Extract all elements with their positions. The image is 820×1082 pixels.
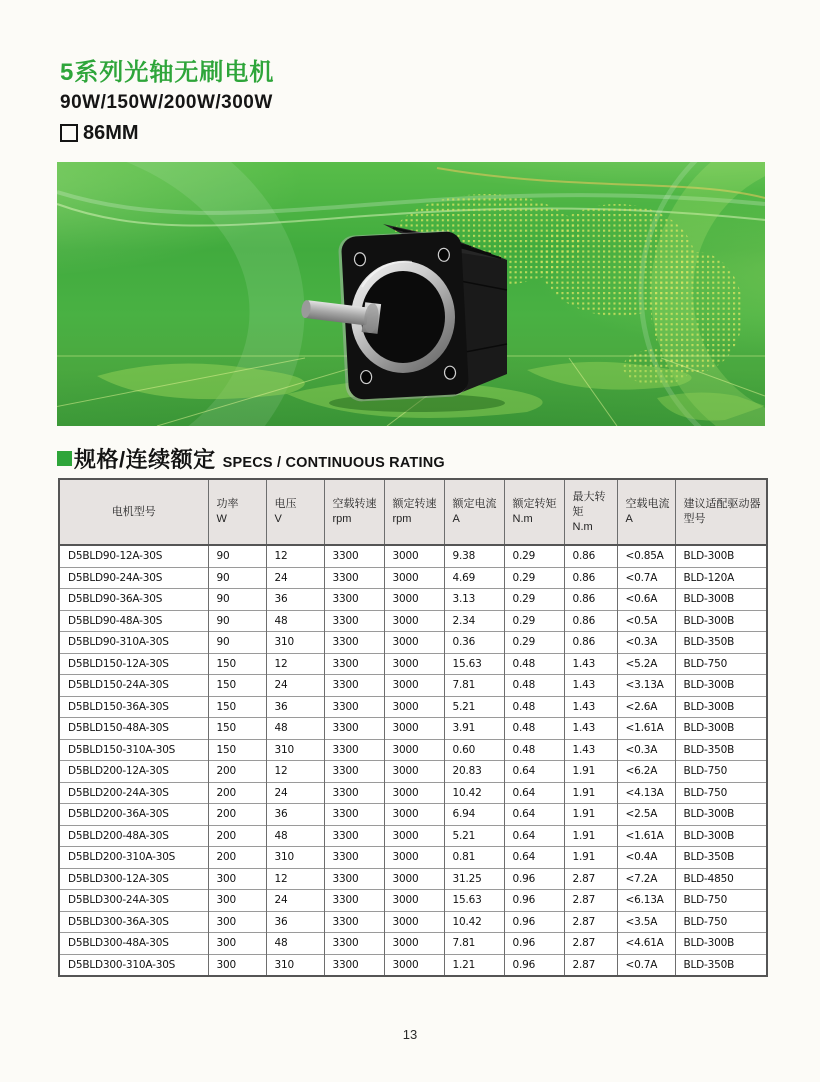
motor-image: [300, 224, 507, 412]
table-cell: 3300: [324, 890, 384, 912]
table-cell: 3300: [324, 804, 384, 826]
section-title-cn: 规格/连续额定: [74, 447, 216, 472]
table-cell: 310: [266, 632, 324, 654]
table-cell: 1.43: [564, 696, 617, 718]
table-cell: <0.85A: [617, 545, 675, 567]
table-cell: 4.69: [444, 567, 504, 589]
table-cell: 0.96: [504, 911, 564, 933]
table-cell: 0.29: [504, 610, 564, 632]
table-cell: BLD-750: [675, 782, 767, 804]
table-cell: 3000: [384, 890, 444, 912]
table-cell: 150: [208, 675, 266, 697]
table-cell: <1.61A: [617, 718, 675, 740]
table-cell: D5BLD150-24A-30S: [59, 675, 208, 697]
square-outline-icon: [60, 124, 78, 142]
table-cell: <3.5A: [617, 911, 675, 933]
table-row: [59, 933, 767, 955]
col-header-voltage: 电压 V: [266, 479, 324, 545]
table-cell: BLD-750: [675, 890, 767, 912]
table-cell: D5BLD300-48A-30S: [59, 933, 208, 955]
table-row: [59, 782, 767, 804]
table-cell: 300: [208, 954, 266, 976]
table-cell: <1.61A: [617, 825, 675, 847]
table-cell: D5BLD300-36A-30S: [59, 911, 208, 933]
frame-size-line: [60, 121, 274, 145]
table-cell: 1.91: [564, 847, 617, 869]
section-title: [57, 443, 445, 474]
section-title-en: SPECS / CONTINUOUS RATING: [222, 455, 445, 471]
table-cell: 1.43: [564, 739, 617, 761]
table-cell: 0.36: [444, 632, 504, 654]
col-header-power: 功率 W: [208, 479, 266, 545]
table-cell: 0.60: [444, 739, 504, 761]
table-row: [59, 868, 767, 890]
table-cell: 3000: [384, 653, 444, 675]
table-cell: <0.6A: [617, 589, 675, 611]
table-cell: D5BLD150-48A-30S: [59, 718, 208, 740]
table-cell: 7.81: [444, 675, 504, 697]
series-title: 5系列光轴无刷电机: [60, 59, 275, 86]
table-cell: D5BLD300-310A-30S: [59, 954, 208, 976]
table-cell: 200: [208, 847, 266, 869]
table-cell: 0.48: [504, 718, 564, 740]
table-cell: <2.5A: [617, 804, 675, 826]
table-row: [59, 954, 767, 976]
table-cell: BLD-300B: [675, 589, 767, 611]
table-cell: 2.87: [564, 911, 617, 933]
table-cell: <2.6A: [617, 696, 675, 718]
table-cell: 0.86: [564, 545, 617, 567]
table-cell: 9.38: [444, 545, 504, 567]
green-square-icon: [57, 451, 72, 466]
table-cell: 300: [208, 890, 266, 912]
table-cell: <0.3A: [617, 632, 675, 654]
table-cell: 0.64: [504, 761, 564, 783]
col-header-driver: 建议适配驱动器型号: [675, 479, 767, 545]
table-cell: <7.2A: [617, 868, 675, 890]
table-row: [59, 911, 767, 933]
col-header-noload-current: 空载电流 A: [617, 479, 675, 545]
table-cell: D5BLD300-12A-30S: [59, 868, 208, 890]
table-cell: 1.91: [564, 804, 617, 826]
page-number: 13: [402, 1027, 418, 1042]
table-cell: 6.94: [444, 804, 504, 826]
table-cell: BLD-300B: [675, 696, 767, 718]
table-cell: 3300: [324, 545, 384, 567]
table-cell: 3300: [324, 589, 384, 611]
table-cell: 2.34: [444, 610, 504, 632]
table-cell: D5BLD300-24A-30S: [59, 890, 208, 912]
banner-art: [57, 162, 765, 426]
table-row: [59, 739, 767, 761]
table-cell: 3300: [324, 825, 384, 847]
table-cell: <5.2A: [617, 653, 675, 675]
table-cell: 36: [266, 696, 324, 718]
table-cell: 0.29: [504, 632, 564, 654]
table-cell: 310: [266, 847, 324, 869]
table-cell: 24: [266, 782, 324, 804]
table-cell: 24: [266, 567, 324, 589]
table-cell: 3300: [324, 868, 384, 890]
table-cell: 0.64: [504, 825, 564, 847]
specs-table-header: [59, 479, 767, 545]
table-cell: 1.91: [564, 782, 617, 804]
product-banner: [57, 162, 765, 426]
table-cell: 7.81: [444, 933, 504, 955]
table-cell: 3000: [384, 545, 444, 567]
table-cell: 20.83: [444, 761, 504, 783]
table-cell: 3000: [384, 761, 444, 783]
table-cell: 3300: [324, 675, 384, 697]
table-cell: D5BLD90-36A-30S: [59, 589, 208, 611]
table-cell: 3300: [324, 911, 384, 933]
table-cell: 200: [208, 804, 266, 826]
table-cell: D5BLD90-24A-30S: [59, 567, 208, 589]
table-cell: 300: [208, 933, 266, 955]
table-cell: 15.63: [444, 890, 504, 912]
table-cell: 0.64: [504, 782, 564, 804]
table-row: [59, 545, 767, 567]
table-cell: 3000: [384, 567, 444, 589]
table-row: [59, 653, 767, 675]
table-cell: 15.63: [444, 653, 504, 675]
table-cell: 0.81: [444, 847, 504, 869]
specs-table-body: [59, 545, 767, 976]
table-cell: 10.42: [444, 911, 504, 933]
table-cell: 0.96: [504, 933, 564, 955]
table-cell: 0.48: [504, 675, 564, 697]
table-cell: D5BLD90-12A-30S: [68, 550, 163, 563]
table-cell: 2.87: [564, 868, 617, 890]
table-cell: D5BLD150-36A-30S: [59, 696, 208, 718]
table-cell: 200: [208, 761, 266, 783]
table-cell: D5BLD90-48A-30S: [59, 610, 208, 632]
table-cell: 12: [266, 545, 324, 567]
table-cell: 3300: [324, 933, 384, 955]
table-cell: 0.29: [504, 545, 564, 567]
table-cell: 31.25: [444, 868, 504, 890]
table-row: [59, 847, 767, 869]
table-cell: 200: [208, 825, 266, 847]
table-cell: 5.21: [444, 696, 504, 718]
table-cell: BLD-300B: [675, 718, 767, 740]
table-row: [59, 632, 767, 654]
table-cell: <0.7A: [617, 954, 675, 976]
table-cell: 3000: [384, 868, 444, 890]
table-cell: 0.86: [564, 567, 617, 589]
table-cell: 3000: [384, 933, 444, 955]
table-cell: 310: [266, 954, 324, 976]
table-row: [59, 610, 767, 632]
table-cell: D5BLD200-36A-30S: [59, 804, 208, 826]
col-header-max-torque: 最大转矩 N.m: [564, 479, 617, 545]
table-cell: 0.48: [504, 739, 564, 761]
table-cell: BLD-350B: [675, 847, 767, 869]
table-row: [59, 696, 767, 718]
table-cell: D5BLD150-310A-30S: [59, 739, 208, 761]
table-cell: BLD-750: [675, 653, 767, 675]
table-row: [59, 761, 767, 783]
col-header-rated-torque: 额定转矩 N.m: [504, 479, 564, 545]
table-cell: 90: [208, 610, 266, 632]
table-cell: 3000: [384, 782, 444, 804]
table-cell: 48: [266, 825, 324, 847]
table-cell: 3300: [324, 696, 384, 718]
table-cell: 0.29: [504, 567, 564, 589]
table-cell: 0.64: [504, 804, 564, 826]
table-cell: 3000: [384, 847, 444, 869]
table-cell: 3000: [384, 589, 444, 611]
table-cell: 0.48: [504, 696, 564, 718]
table-cell: 1.91: [564, 761, 617, 783]
table-cell: BLD-750: [675, 761, 767, 783]
table-cell: D5BLD200-310A-30S: [59, 847, 208, 869]
table-cell: BLD-4850: [675, 868, 767, 890]
table-cell: BLD-300B: [675, 610, 767, 632]
table-cell: 3000: [384, 804, 444, 826]
table-cell: 3300: [324, 610, 384, 632]
table-cell: 150: [208, 718, 266, 740]
table-cell: 5.21: [444, 825, 504, 847]
table-cell: 3300: [324, 954, 384, 976]
table-cell: BLD-300B: [675, 675, 767, 697]
table-cell: 3000: [384, 632, 444, 654]
table-cell: 3000: [384, 718, 444, 740]
table-cell: 150: [208, 696, 266, 718]
table-cell: <6.13A: [617, 890, 675, 912]
table-cell: 200: [208, 782, 266, 804]
col-header-rated-current: 额定电流 A: [444, 479, 504, 545]
table-cell: 90: [208, 545, 266, 567]
table-cell: 310: [266, 739, 324, 761]
table-cell: BLD-350B: [675, 954, 767, 976]
table-cell: 150: [208, 653, 266, 675]
table-cell: 36: [266, 911, 324, 933]
table-cell: 150: [208, 739, 266, 761]
table-row: [59, 825, 767, 847]
table-cell: 3300: [324, 567, 384, 589]
table-row: [59, 890, 767, 912]
table-cell: <0.5A: [617, 610, 675, 632]
table-cell: BLD-300B: [675, 933, 767, 955]
table-cell: 48: [266, 610, 324, 632]
table-cell: 3000: [384, 911, 444, 933]
table-cell: 2.87: [564, 890, 617, 912]
table-row: [59, 718, 767, 740]
table-cell: BLD-300B: [675, 804, 767, 826]
table-cell: BLD-350B: [675, 632, 767, 654]
table-cell: 36: [266, 804, 324, 826]
table-cell: <3.13A: [617, 675, 675, 697]
table-cell: 3000: [384, 739, 444, 761]
table-cell: 3000: [384, 825, 444, 847]
table-cell: 1.91: [564, 825, 617, 847]
table-cell: 0.86: [564, 589, 617, 611]
table-cell: D5BLD200-48A-30S: [59, 825, 208, 847]
table-cell: 36: [266, 589, 324, 611]
table-cell: 90: [208, 567, 266, 589]
table-cell: 3300: [324, 632, 384, 654]
table-cell: 0.96: [504, 890, 564, 912]
table-cell: 3000: [384, 610, 444, 632]
table-cell: <6.2A: [617, 761, 675, 783]
table-cell: 24: [266, 675, 324, 697]
table-cell: 12: [266, 653, 324, 675]
table-row: [59, 589, 767, 611]
table-cell: <4.13A: [617, 782, 675, 804]
table-cell: D5BLD200-24A-30S: [59, 782, 208, 804]
table-cell: <0.7A: [617, 567, 675, 589]
frame-size-value: 86MM: [83, 122, 139, 144]
table-cell: 3000: [384, 675, 444, 697]
table-cell: 0.96: [504, 868, 564, 890]
table-cell: 48: [266, 933, 324, 955]
table-row: [59, 675, 767, 697]
table-cell: 0.86: [564, 610, 617, 632]
table-cell: D5BLD200-12A-30S: [59, 761, 208, 783]
table-cell: 3300: [324, 739, 384, 761]
table-cell: 2.87: [564, 933, 617, 955]
table-cell: BLD-300B: [675, 545, 767, 567]
table-cell: 12: [266, 868, 324, 890]
table-cell: 1.21: [444, 954, 504, 976]
col-header-model: 电机型号: [59, 479, 208, 545]
table-cell: 3000: [384, 954, 444, 976]
table-cell: 24: [266, 890, 324, 912]
table-cell: 90: [208, 632, 266, 654]
col-header-rated-speed: 额定转速 rpm: [384, 479, 444, 545]
table-cell: 3300: [324, 718, 384, 740]
power-subtitle: 90W/150W/200W/300W: [60, 92, 273, 113]
table-cell: 300: [208, 911, 266, 933]
table-row: [59, 567, 767, 589]
table-cell: <0.4A: [617, 847, 675, 869]
table-row: [59, 804, 767, 826]
table-cell: 12: [266, 761, 324, 783]
table-cell: <4.61A: [617, 933, 675, 955]
table-cell: BLD-750: [675, 911, 767, 933]
table-cell: 90: [208, 589, 266, 611]
specs-table: [58, 478, 768, 977]
table-cell: 3.13: [444, 589, 504, 611]
table-cell: 48: [266, 718, 324, 740]
table-cell: 0.29: [504, 589, 564, 611]
page-header: [60, 58, 274, 145]
table-cell: 1.43: [564, 653, 617, 675]
table-cell: BLD-300B: [675, 825, 767, 847]
table-cell: 300: [208, 868, 266, 890]
table-cell: 10.42: [444, 782, 504, 804]
table-cell: 0.64: [504, 847, 564, 869]
table-cell: D5BLD90-310A-30S: [59, 632, 208, 654]
col-header-noload-speed: 空载转速 rpm: [324, 479, 384, 545]
specs-table-wrap: [58, 478, 766, 977]
table-cell: BLD-350B: [675, 739, 767, 761]
table-cell: 2.87: [564, 954, 617, 976]
table-cell: 3300: [324, 847, 384, 869]
table-cell: 3300: [324, 782, 384, 804]
table-cell: D5BLD150-12A-30S: [59, 653, 208, 675]
table-cell: 3.91: [444, 718, 504, 740]
table-cell: 3300: [324, 761, 384, 783]
table-cell: 1.43: [564, 675, 617, 697]
table-cell: 0.86: [564, 632, 617, 654]
table-cell: <0.3A: [617, 739, 675, 761]
table-cell: 1.43: [564, 718, 617, 740]
table-cell: 0.48: [504, 653, 564, 675]
table-cell: 3000: [384, 696, 444, 718]
table-cell: 0.96: [504, 954, 564, 976]
table-cell: BLD-120A: [675, 567, 767, 589]
table-cell: 3300: [324, 653, 384, 675]
